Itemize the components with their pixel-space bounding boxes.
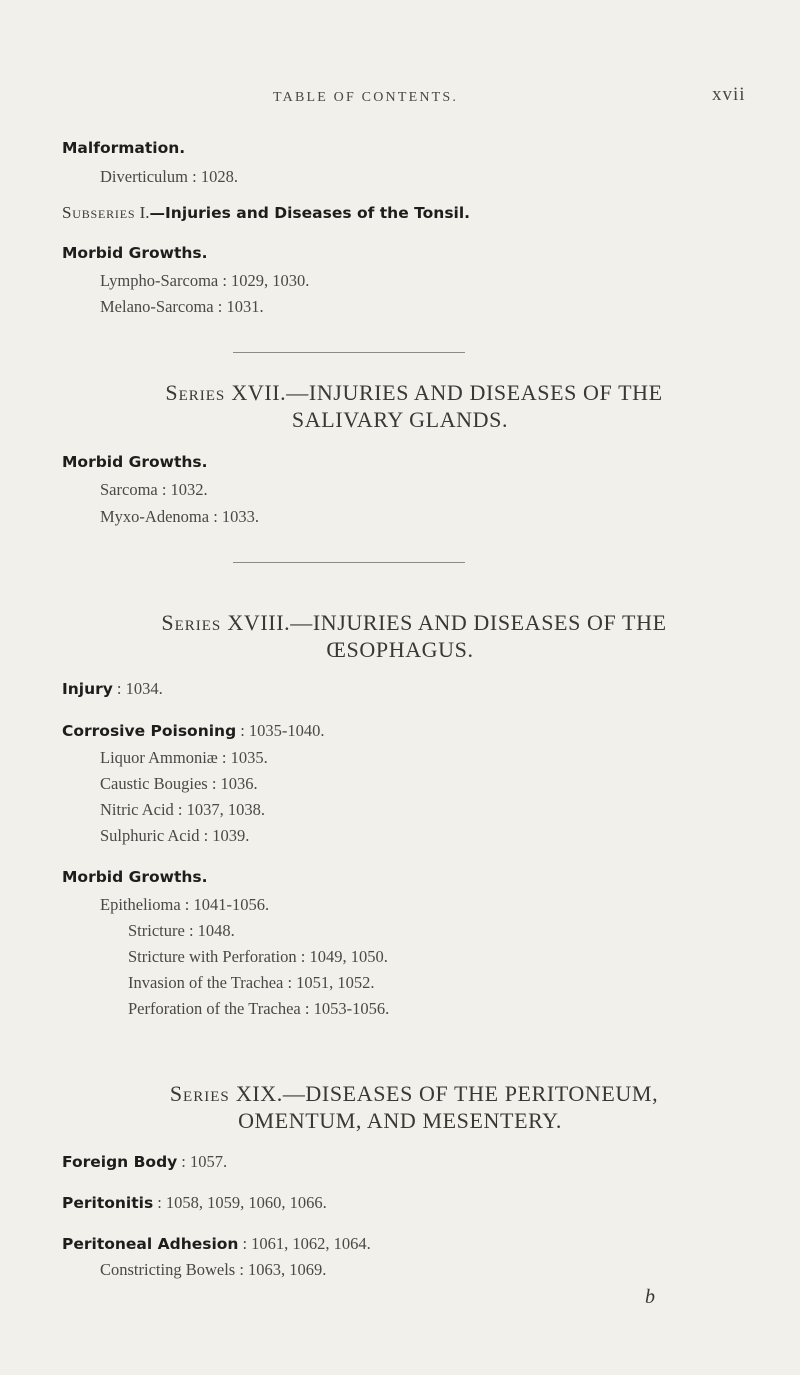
foreign-body-line [62,1152,227,1172]
subseries-prefix: Subseries [62,203,136,222]
oesophagus-morbid-heading: Morbid Growths. [62,868,208,886]
injury-line [62,679,163,699]
series-xvii-title [28,380,800,406]
adhesion-line [62,1234,371,1254]
series-title-line1: XVII.—INJURIES AND DISEASES OF THE [231,380,663,405]
running-head: TABLE OF CONTENTS. [273,90,459,105]
list-item: Epithelioma : 1041-1056. [100,895,270,914]
list-item: Sulphuric Acid : 1039. [100,826,250,845]
subseries-heading [62,203,470,223]
malformation-heading: Malformation. [62,139,186,157]
list-item: Myxo-Adenoma : 1033. [100,507,260,526]
corrosive-heading: Corrosive Poisoning [62,722,237,740]
series-xviii-title [28,610,800,636]
list-item: Lympho-Sarcoma : 1029, 1030. [100,271,310,290]
injury-heading: Injury [62,680,113,698]
peritonitis-value: : 1058, 1059, 1060, 1066. [157,1193,327,1212]
list-item: Diverticulum : 1028. [100,167,238,186]
series-title-line2: ŒSOPHAGUS. [326,637,474,662]
series-title-line1: XIX.—DISEASES OF THE PERITONEUM, [235,1081,659,1106]
signature-mark: b [645,1286,655,1308]
foreign-heading: Foreign Body [62,1153,178,1171]
series-title-line2: SALIVARY GLANDS. [291,407,509,432]
list-item: Invasion of the Trachea : 1051, 1052. [128,973,375,992]
series-title-line1: XVIII.—INJURIES AND DISEASES OF THE [227,610,667,635]
page-number: xvii [712,84,746,105]
list-item: Melano-Sarcoma : 1031. [100,297,264,316]
adhesion-value: : 1061, 1062, 1064. [242,1234,371,1253]
adhesion-heading: Peritoneal Adhesion [62,1235,239,1253]
list-item: Liquor Ammoniæ : 1035. [100,748,268,767]
list-item: Nitric Acid : 1037, 1038. [100,800,265,819]
peritonitis-heading: Peritonitis [62,1194,154,1212]
injury-value: : 1034. [116,679,163,698]
list-item: Stricture : 1048. [128,921,235,940]
series-prefix: Series [169,1081,230,1106]
list-item: Perforation of the Trachea : 1053-1056. [128,999,390,1018]
peritonitis-line [62,1193,327,1213]
subseries-number: I. [139,203,150,222]
corrosive-line [62,721,325,741]
series-title-line2: OMENTUM, AND MESENTERY. [238,1108,562,1133]
salivary-morbid-heading: Morbid Growths. [62,453,208,471]
foreign-value: : 1057. [181,1152,228,1171]
series-prefix: Series [165,380,226,405]
list-item: Caustic Bougies : 1036. [100,774,258,793]
corrosive-value: : 1035-1040. [240,721,325,740]
list-item: Sarcoma : 1032. [100,480,208,499]
list-item: Constricting Bowels : 1063, 1069. [100,1260,327,1279]
divider [233,562,465,563]
series-prefix: Series [161,610,222,635]
series-xix-title [28,1081,800,1107]
subseries-title: —Injuries and Diseases of the Tonsil. [149,204,471,222]
list-item: Stricture with Perforation : 1049, 1050. [128,947,388,966]
divider [233,352,465,353]
tonsil-morbid-heading: Morbid Growths. [62,244,208,262]
